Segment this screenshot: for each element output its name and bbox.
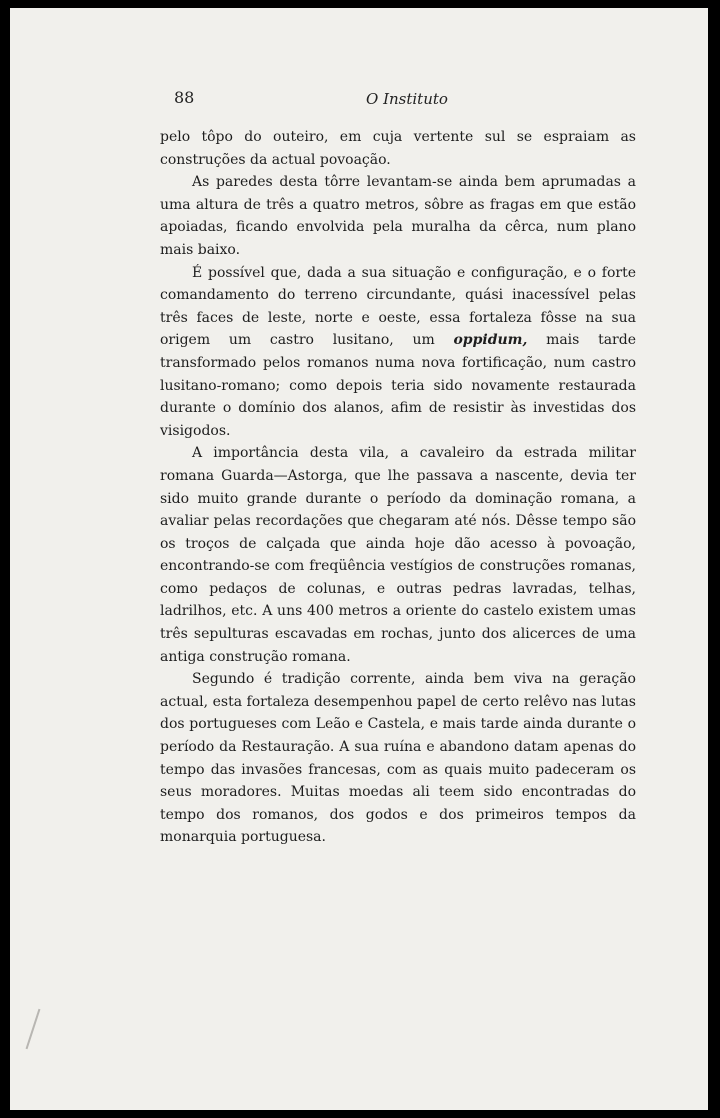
page-body	[160, 126, 636, 849]
paragraph-3	[160, 262, 636, 443]
paragraph-3-part-b: mais tarde transformado pelos romanos numa nova fortificação, num castro lusitano-romano; como depois teria sido novamente restaurada durante o domínio dos alanos, afim de resistir às investidas dos visigodos.	[160, 332, 636, 439]
page-number: 88	[174, 88, 195, 107]
running-title: O Instituto	[366, 90, 448, 108]
oppidum-term: oppidum,	[453, 332, 528, 349]
page-scratch-mark	[26, 1009, 41, 1050]
scanned-page	[10, 8, 708, 1110]
paragraph-4: A importância desta vila, a cavaleiro da estrada militar romana Guarda—Astorga, que lhe passava a nascente, devia ter sido muito grande durante o período da dominação romana, a avaliar pelas recordações que chegaram até nós. Dêsse tempo são os troços de calçada que ainda hoje dão acesso à povoação, encontrando-se com freqüência vestígios de construções romanas, como pedaços de colunas, e outras pedras lavradas, telhas, ladrilhos, etc. A uns 400 metros a oriente do castelo existem umas três sepulturas escavadas em rochas, junto dos alicerces de uma antiga construção romana.	[160, 445, 636, 665]
paragraph-2: As paredes desta tôrre levantam-se ainda bem aprumadas a uma altura de três a quatro metros, sôbre as fragas em que estão apoiadas, ficando envolvida pela muralha da cêrca, num plano mais baixo.	[160, 174, 636, 258]
paragraph-3-part-a: É possível que, dada a sua situação e configuração, e o forte comandamento do terreno circundante, quási inacessível pelas três faces de leste, norte e oeste, essa fortaleza fôsse na sua origem um castro lusitano, um	[160, 264, 636, 349]
paragraph-1: pelo tôpo do outeiro, em cuja vertente sul se espraiam as construções da actual povoação.	[160, 129, 636, 168]
paragraph-5: Segundo é tradição corrente, ainda bem viva na geração actual, esta fortaleza desempenhou papel de certo relêvo nas lutas dos portugueses com Leão e Castela, e mais tarde ainda durante o período da Restauração. A sua ruína e abandono datam apenas do tempo das invasões francesas, com as quais muito padeceram os seus moradores. Muitas moedas ali teem sido encontradas do tempo dos romanos, dos godos e dos primeiros tempos da monarquia portuguesa.	[160, 671, 636, 846]
